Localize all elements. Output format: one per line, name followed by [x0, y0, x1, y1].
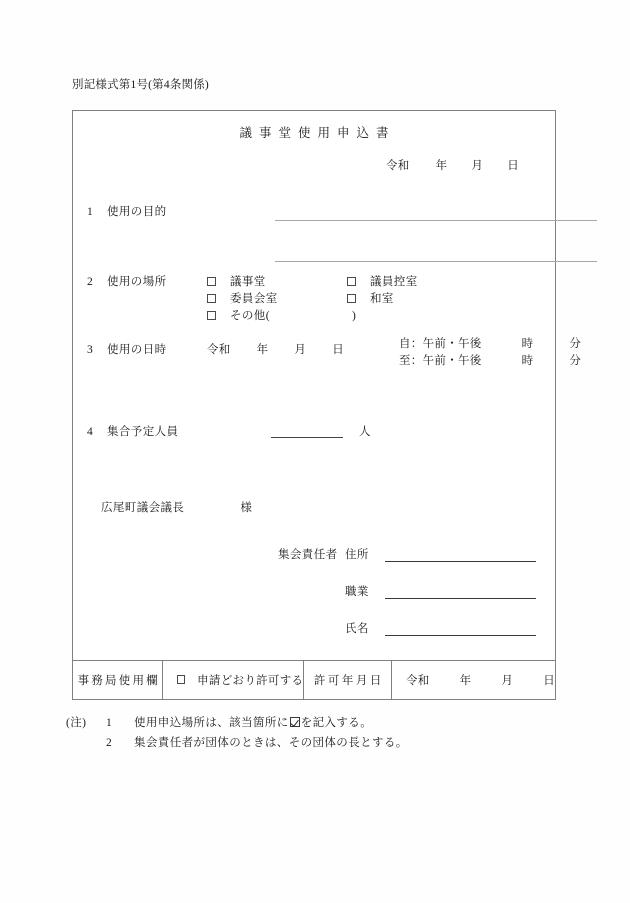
- addressee-honorific: 様: [240, 502, 253, 514]
- office-use-table: [72, 660, 556, 700]
- organizer-occupation-label: 職業: [345, 586, 369, 598]
- place-checkbox-other-group[interactable]: [207, 310, 356, 322]
- note-2-text: 集会責任者が団体のときは、その団体の長とする。: [134, 737, 408, 749]
- office-permit-label: 申請どおり許可する: [197, 675, 304, 687]
- purpose-input-line-1[interactable]: [275, 220, 597, 221]
- addressee-name: 広尾町議会議長: [101, 502, 185, 514]
- purpose-input-line-2[interactable]: [275, 261, 597, 262]
- item-datetime-label: 使用の日時: [107, 344, 167, 356]
- item-place-label: 使用の場所: [107, 276, 167, 288]
- checkbox-icon[interactable]: [207, 311, 216, 320]
- submission-date-month: 月: [471, 160, 484, 172]
- addressee: [101, 499, 252, 515]
- place-option-label: 和室: [370, 293, 394, 305]
- checkbox-icon[interactable]: [347, 294, 356, 303]
- use-date-month: 月: [294, 344, 307, 356]
- place-checkbox-washitsu-group[interactable]: [347, 293, 394, 305]
- place-option-label: 議員控室: [370, 276, 418, 288]
- organizer-title: 集会責任者: [278, 549, 338, 561]
- place-option-row-3: [207, 307, 418, 324]
- item-place: [87, 273, 167, 289]
- time-to-hour: 時: [521, 355, 534, 367]
- submission-date: [386, 157, 519, 173]
- form-number: 別記様式第1号(第4条関係): [72, 79, 209, 91]
- notes-marker: (注): [66, 717, 87, 729]
- permit-date-year: 年: [459, 675, 472, 687]
- form-title: 議事堂使用申込書: [239, 126, 396, 140]
- time-to-marker: 至：午前・午後: [399, 355, 482, 367]
- notes-section: [66, 714, 408, 754]
- item-purpose-label: 使用の目的: [107, 206, 167, 218]
- organizer-address-label: 住所: [345, 549, 369, 561]
- time-row-from[interactable]: [399, 335, 581, 352]
- office-use-label: 事務局使用欄: [73, 661, 163, 699]
- item-people-number: 4: [87, 426, 93, 438]
- time-from-marker: 自：午前・午後: [399, 338, 482, 350]
- checkbox-icon[interactable]: [207, 294, 216, 303]
- place-option-label: 委員会室: [230, 293, 278, 305]
- use-date-era: 令和: [207, 344, 231, 356]
- place-checkbox-gijido-group[interactable]: [207, 273, 347, 289]
- people-count-input[interactable]: [271, 437, 343, 438]
- permit-date-day: 日: [543, 675, 555, 687]
- checkbox-icon[interactable]: [207, 277, 216, 286]
- permit-date-month: 月: [501, 675, 514, 687]
- place-option-other-close: ): [351, 310, 356, 322]
- people-count-unit: 人: [359, 426, 371, 438]
- item-place-number: 2: [87, 276, 93, 288]
- item-people: [87, 423, 178, 439]
- submission-date-day: 日: [507, 160, 519, 172]
- checkbox-icon[interactable]: [347, 277, 356, 286]
- place-option-other-label: その他(: [230, 310, 270, 322]
- time-from-minute: 分: [569, 338, 582, 350]
- permit-date-label: 許可年月日: [304, 661, 392, 699]
- submission-date-year: 年: [435, 160, 448, 172]
- item-purpose: [87, 203, 167, 219]
- submission-date-era: 令和: [385, 160, 410, 172]
- place-option-label: 議事堂: [230, 276, 266, 288]
- note-1-text-before: 使用申込場所は、該当箇所に: [134, 717, 289, 729]
- use-date-fields[interactable]: [207, 341, 344, 357]
- place-options-group: [207, 273, 418, 324]
- time-row-to[interactable]: [399, 352, 581, 369]
- time-to-minute: 分: [569, 355, 582, 367]
- place-option-row-1: [207, 273, 418, 290]
- time-from-hour: 時: [521, 338, 534, 350]
- checked-checkbox-icon: [290, 717, 300, 727]
- permit-date-era: 令和: [405, 675, 430, 687]
- organizer-name-label: 氏名: [345, 623, 369, 635]
- office-permit-checkbox-group[interactable]: [163, 661, 304, 699]
- item-purpose-number: 1: [87, 206, 93, 218]
- use-time-fields: [399, 335, 581, 369]
- item-datetime-number: 3: [87, 344, 93, 356]
- note-item-1: [66, 714, 408, 734]
- use-date-year: 年: [256, 344, 269, 356]
- permit-date-value[interactable]: [392, 661, 555, 699]
- organizer-name-input[interactable]: [385, 635, 536, 636]
- place-option-row-2: [207, 290, 418, 307]
- note-item-2: [66, 734, 408, 754]
- use-date-day: 日: [332, 344, 345, 356]
- note-1-number: 1: [106, 717, 113, 729]
- place-checkbox-giinhikaeshitsu-group[interactable]: [347, 276, 418, 288]
- organizer-occupation-input[interactable]: [385, 598, 536, 599]
- organizer-address-input[interactable]: [385, 561, 536, 562]
- place-checkbox-iinkaishitsu-group[interactable]: [207, 290, 347, 306]
- item-people-label: 集合予定人員: [107, 426, 179, 438]
- note-2-number: 2: [106, 737, 113, 749]
- note-1-text-after: を記入する。: [300, 717, 373, 729]
- application-form-box: [72, 110, 582, 660]
- checkbox-icon[interactable]: [177, 675, 185, 684]
- item-datetime: [87, 341, 167, 357]
